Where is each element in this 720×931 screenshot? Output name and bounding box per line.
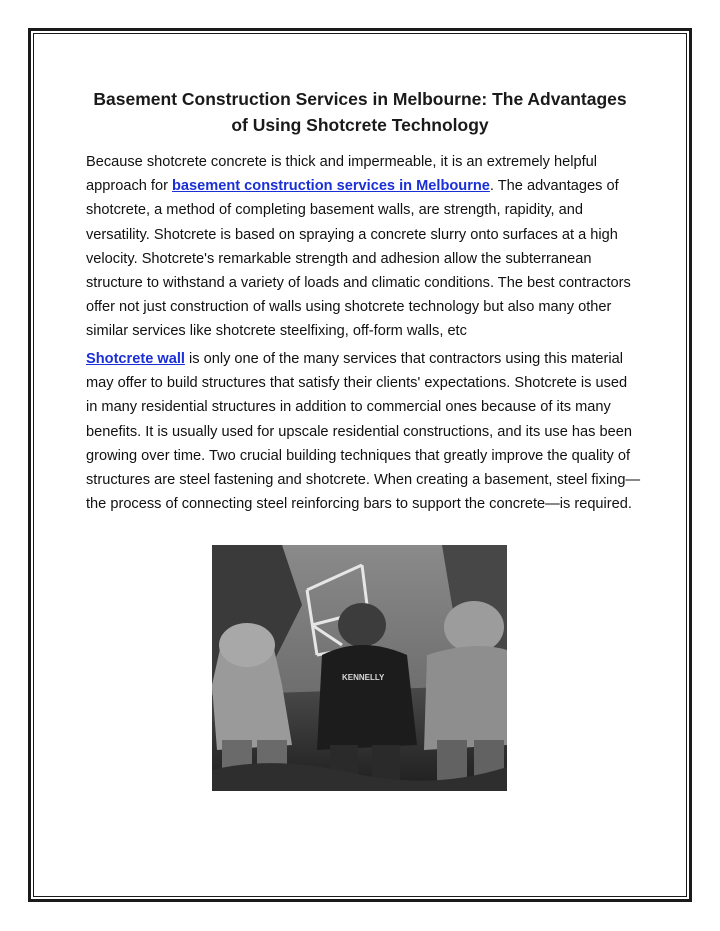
paragraph-intro (86, 150, 642, 344)
document-title: Basement Construction Services in Melbourne: The Advantages of Using Shotcrete Technology (93, 89, 627, 135)
paragraph-intro-text-before: Because shotcrete concrete is thick and impermeable, it is an extremely helpful approach for (86, 154, 598, 195)
workers-photo (212, 545, 507, 791)
paragraph-shotcrete-wall (86, 347, 642, 516)
paragraph-shotcrete-wall-text: is only one of the many services that contractors using this material may offer to build structures that satisfy their clients' expectations. Shotcrete is used in many residential structures in addition to commercial ones because of its many benefits. It is usually used for upscale residential constructions, and its use has been growing over time. Two crucial building techniques that greatly improve the quality of structures are steel fastening and shotcrete. When creating a basement, steel fixing—the process of connecting steel reinforcing bars to support the concrete—is required. (86, 351, 641, 513)
paragraph-intro-text-after: . The advantages of shotcrete, a method of completing basement walls, are strength, rapidity, and versatility. Shotcrete is based on spraying a concrete slurry onto surfaces at a high velocity. Shotcrete's remarkable strength and adhesion allow the subterranean structure to withstand a variety of loads and climatic conditions. The best contractors offer not just construction of walls using shotcrete technology but also many other similar services like shotcrete steelfixing, off-form walls, etc (86, 178, 631, 340)
basement-construction-services-link[interactable]: basement construction services in Melbourne (172, 178, 490, 195)
shotcrete-wall-link[interactable]: Shotcrete wall (86, 351, 185, 367)
jacket-logo-text: KENNELLY (342, 673, 385, 682)
workers-photo-image (212, 545, 507, 791)
